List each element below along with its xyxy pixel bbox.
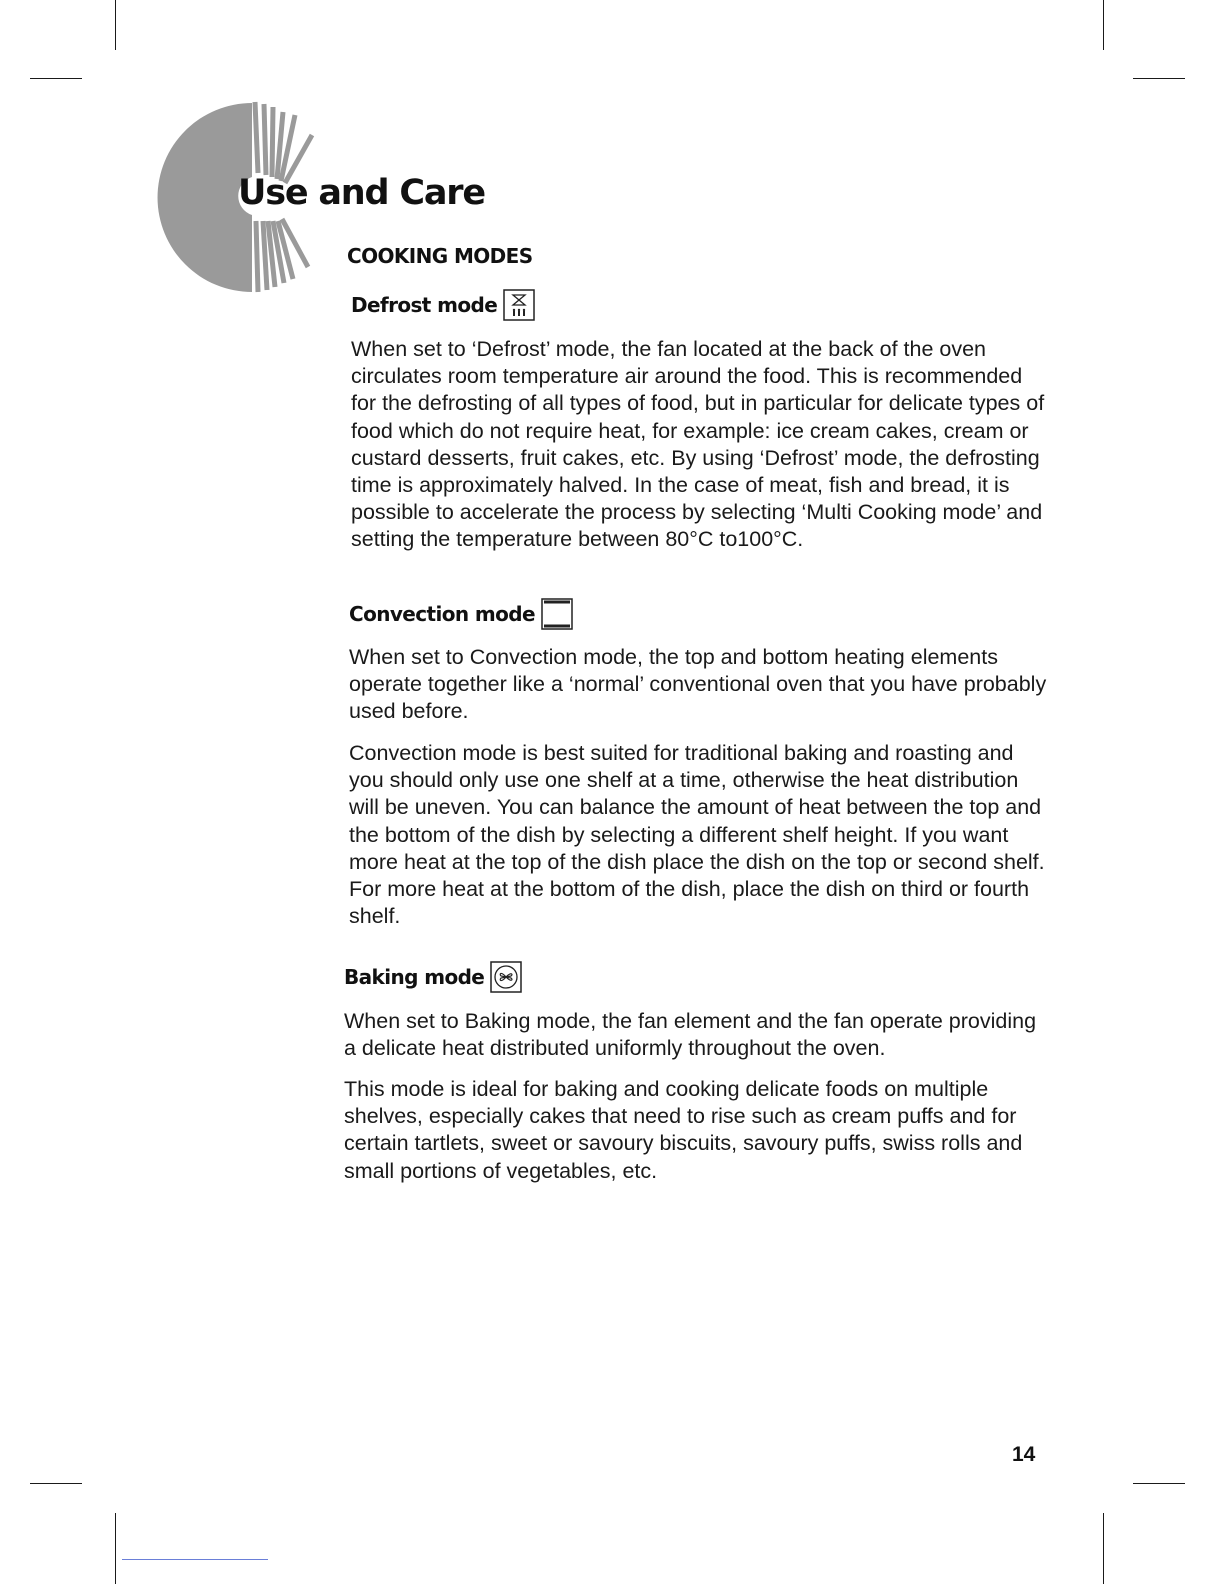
crop-mark — [1133, 78, 1185, 79]
crop-mark — [1103, 0, 1104, 50]
page-number: 14 — [1012, 1443, 1036, 1466]
defrost-icon — [503, 289, 535, 321]
convection-description-1: When set to Convection mode, the top and bottom heating elements operate together like a ‘normal’ conventional oven that you have probably used before. — [349, 645, 1047, 724]
section-heading: COOKING MODES — [347, 244, 533, 268]
crop-mark — [1133, 1483, 1185, 1484]
defrost-mode-heading — [351, 289, 535, 321]
baking-mode-heading — [344, 961, 522, 993]
footer-rule — [122, 1559, 268, 1560]
convection-description-2: Convection mode is best suited for traditional baking and roasting and you should only use one shelf at a time, otherwise the heat distribution will be uneven. You can balance the amount of heat between the top and the bottom of the dish by selecting a different shelf height. If you want more heat at the top of the dish place the dish on the top or second shelf. For more heat at the bottom of the dish, place the dish on third or fourth shelf. — [349, 741, 1045, 929]
baking-mode-title: Baking mode — [344, 965, 485, 989]
defrost-description: When set to ‘Defrost’ mode, the fan located at the back of the oven circulates room temperature air around the food. This is recommended for the defrosting of all types of food, but in particular for delicate types of food which do not require heat, for example: ice cream cakes, cream or custard desserts, fruit cakes, etc. By using ‘Defrost’ mode, the defrosting time is approximately halved. In the case of meat, fish and bread, it is possible to accelerate the process by selecting ‘Multi Cooking mode’ and setting the temperature between 80°C to100°C. — [351, 337, 1045, 552]
crop-mark — [30, 78, 82, 79]
page-title: Use and Care — [238, 173, 485, 213]
crop-mark — [1103, 1513, 1104, 1584]
baking-description-1: When set to Baking mode, the fan element and the fan operate providing a delicate heat distributed uniformly throughout the oven. — [344, 1009, 1037, 1061]
crop-mark — [115, 1513, 116, 1584]
convection-mode-heading — [349, 598, 573, 630]
convection-mode-title: Convection mode — [349, 602, 535, 626]
convection-icon — [541, 598, 573, 630]
crop-mark — [115, 0, 116, 50]
defrost-mode-title: Defrost mode — [351, 293, 498, 317]
crop-mark — [30, 1483, 82, 1484]
baking-fan-icon — [490, 961, 522, 993]
baking-description-2: This mode is ideal for baking and cooking delicate foods on multiple shelves, especially cakes that need to rise such as cream puffs and for certain tartlets, sweet or savoury biscuits, savoury puffs, swiss rolls and small portions of vegetables, etc. — [344, 1077, 1023, 1183]
